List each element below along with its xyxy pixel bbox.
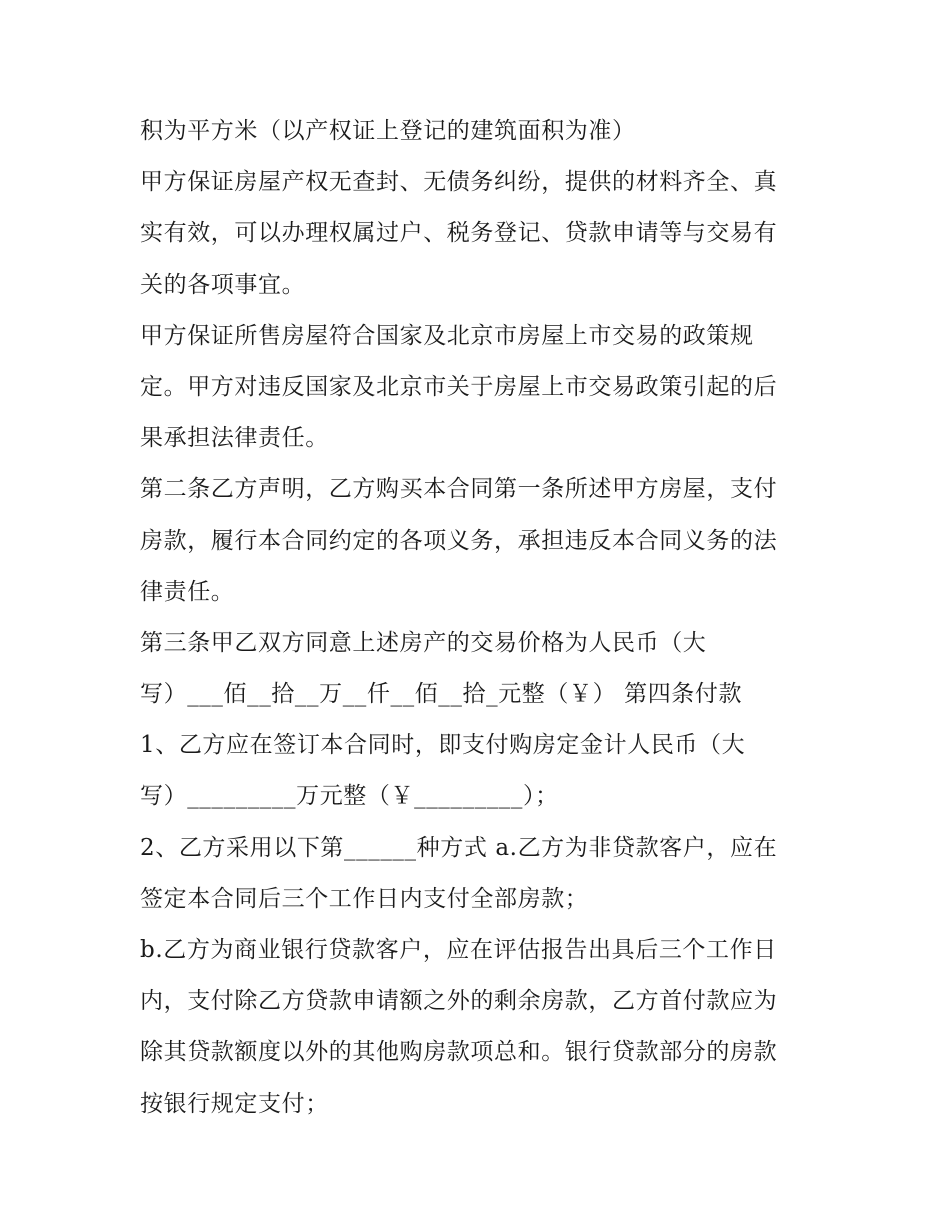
text-line: b.乙方为商业银行贷款客户，应在评估报告出具后三个工作日 — [140, 937, 777, 963]
text-line: 签定本合同后三个工作日内支付全部房款； — [140, 885, 589, 912]
text-line: 写）_________万元整（￥_________）； — [140, 783, 559, 810]
text-line: 内，支付除乙方贷款申请额之外的剩余房款，乙方首付款应为 — [140, 988, 778, 1015]
text-line: 定。甲方对违反国家及北京市关于房屋上市交易政策引起的后 — [140, 373, 778, 400]
text-line: 写）___佰__拾__万__仟__佰__拾_元整（￥） 第四条付款 — [140, 681, 743, 708]
text-line: 第二条乙方声明，乙方购买本合同第一条所述甲方房屋，支付 — [140, 476, 778, 503]
document-body — [140, 106, 820, 1130]
text-line: 甲方保证所售房屋符合国家及北京市房屋上市交易的政策规 — [140, 322, 754, 349]
text-line: 按银行规定支付； — [140, 1090, 329, 1117]
text-line: 果承担法律责任。 — [140, 425, 329, 452]
text-line: 房款，履行本合同约定的各项义务，承担违反本合同义务的法 — [140, 527, 778, 554]
text-line: 律责任。 — [140, 578, 235, 605]
text-line: 积为平方米（以产权证上登记的建筑面积为准） — [140, 118, 636, 144]
text-line: 1、乙方应在签订本合同时，即支付购房定金计人民币（大 — [140, 732, 746, 759]
text-line: 实有效，可以办理权属过户、税务登记、贷款申请等与交易有 — [140, 220, 778, 247]
text-line: 2、乙方采用以下第______种方式 a.乙方为非贷款客户，应在 — [140, 834, 778, 861]
text-line: 除其贷款额度以外的其他购房款项总和。银行贷款部分的房款 — [140, 1039, 778, 1066]
text-line: 甲方保证房屋产权无查封、无债务纠纷，提供的材料齐全、真 — [140, 169, 778, 196]
text-line: 关的各项事宜。 — [140, 271, 306, 298]
text-line: 第三条甲乙双方同意上述房产的交易价格为人民币（大 — [140, 629, 707, 656]
